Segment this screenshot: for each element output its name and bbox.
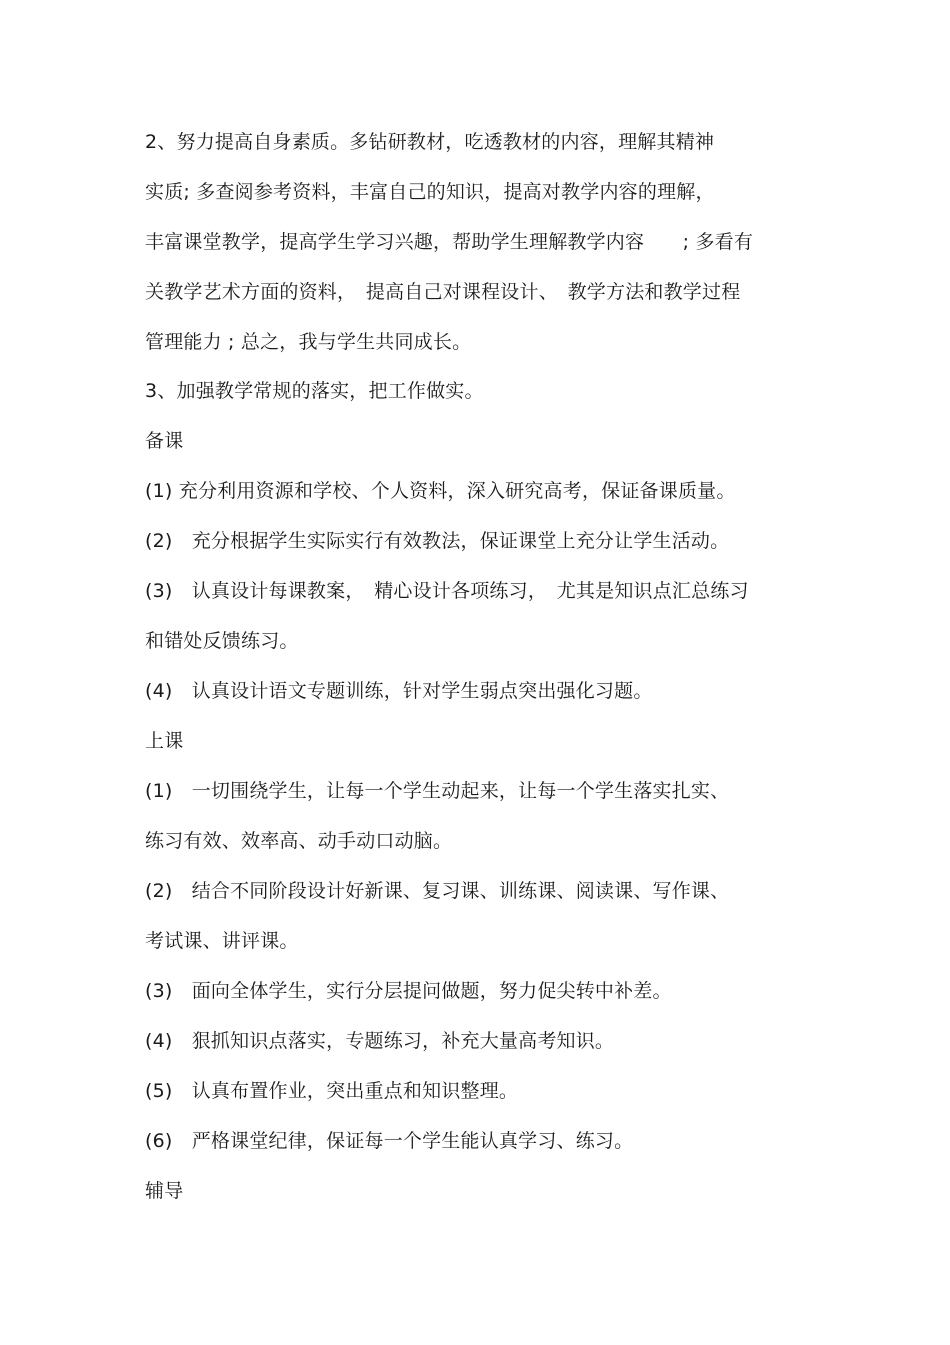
- section-heading-tutoring: 辅导: [145, 1180, 184, 1202]
- paragraph-line: 管理能力 ; 总之，我与学生共同成长。: [145, 331, 472, 353]
- list-item: (3) 认真设计每课教案， 精心设计各项练习， 尤其是知识点汇总练习: [145, 580, 749, 602]
- list-item: (5) 认真布置作业，突出重点和知识整理。: [145, 1080, 519, 1102]
- list-item: (2) 结合不同阶段设计好新课、复习课、训练课、阅读课、写作课、: [145, 880, 730, 902]
- list-item: (2) 充分根据学生实际实行有效教法，保证课堂上充分让学生活动。: [145, 530, 730, 552]
- list-item: (3) 面向全体学生，实行分层提问做题，努力促尖转中补差。: [145, 980, 672, 1002]
- list-item: (4) 认真设计语文专题训练，针对学生弱点突出强化习题。: [145, 680, 653, 702]
- list-item: (1) 一切围绕学生，让每一个学生动起来，让每一个学生落实扎实、: [145, 780, 730, 802]
- list-item-continuation: 和错处反馈练习。: [145, 630, 299, 652]
- paragraph-line: 实质; 多查阅参考资料，丰富自己的知识，提高对教学内容的理解，: [145, 181, 715, 203]
- paragraph-line: 关教学艺术方面的资料， 提高自己对课程设计、 教学方法和教学过程: [145, 281, 741, 303]
- list-item: (1) 充分利用资源和学校、个人资料，深入研究高考，保证备课质量。: [145, 480, 736, 502]
- paragraph-line-point-2: 2、努力提高自身素质。多钻研教材，吃透教材的内容，理解其精神: [145, 131, 715, 153]
- section-heading-prepare: 备课: [145, 430, 184, 452]
- list-item-continuation: 练习有效、效率高、动手动口动脑。: [145, 830, 453, 852]
- list-item: (4) 狠抓知识点落实，专题练习，补充大量高考知识。: [145, 1030, 615, 1052]
- paragraph-line: 丰富课堂教学，提高学生学习兴趣，帮助学生理解教学内容 ; 多看有: [145, 231, 754, 253]
- section-heading-class: 上课: [145, 730, 184, 752]
- paragraph-line-point-3: 3、加强教学常规的落实，把工作做实。: [145, 380, 484, 402]
- list-item: (6) 严格课堂纪律，保证每一个学生能认真学习、练习。: [145, 1130, 634, 1152]
- list-item-continuation: 考试课、讲评课。: [145, 930, 299, 952]
